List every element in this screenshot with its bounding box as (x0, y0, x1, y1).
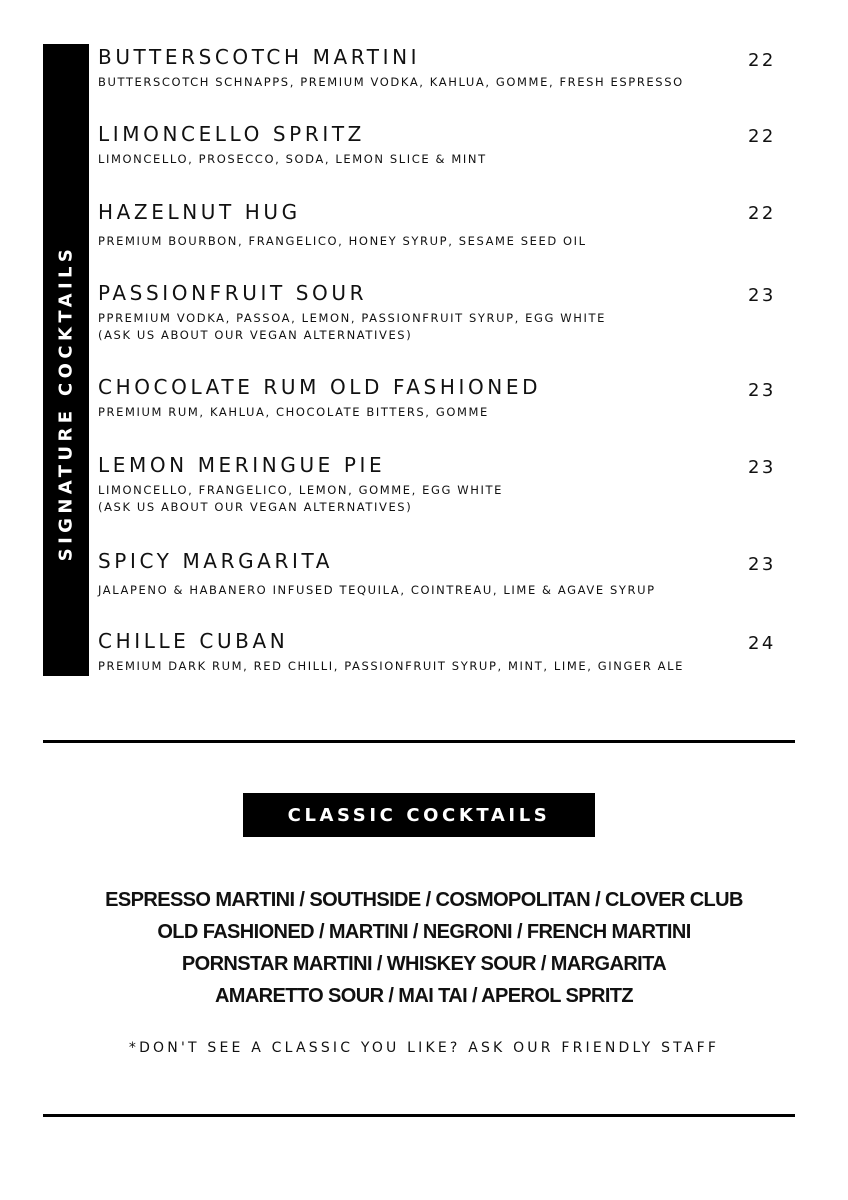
classic-line: ESPRESSO MARTINI / SOUTHSIDE / COSMOPOLITAN / CLOVER CLUB (105, 889, 743, 911)
item-price: 22 (748, 50, 776, 71)
item-price: 23 (748, 285, 776, 306)
item-description-line: BUTTERSCOTCH SCHNAPPS, PREMIUM VODKA, KAHLUA, GOMME, FRESH ESPRESSO (98, 75, 684, 89)
item-description (98, 658, 788, 675)
item-description-line: PREMIUM DARK RUM, RED CHILLI, PASSIONFRUIT SYRUP, MINT, LIME, GINGER ALE (98, 659, 685, 673)
menu-item (98, 454, 788, 516)
item-description (98, 582, 788, 599)
item-name: LIMONCELLO SPRITZ (98, 122, 365, 146)
item-description (98, 74, 788, 91)
item-description-line: JALAPENO & HABANERO INFUSED TEQUILA, COINTREAU, LIME & AGAVE SYRUP (98, 583, 656, 597)
item-description (98, 310, 788, 344)
item-price: 22 (748, 203, 776, 224)
item-price: 23 (748, 457, 776, 478)
menu-item (98, 282, 788, 344)
item-description-line: PREMIUM RUM, KAHLUA, CHOCOLATE BITTERS, GOMME (98, 405, 489, 419)
item-name: CHOCOLATE RUM OLD FASHIONED (98, 375, 542, 399)
section-divider (43, 740, 795, 743)
menu-item (98, 630, 788, 675)
item-description (98, 151, 788, 168)
menu-item (98, 376, 788, 421)
classic-line: AMARETTO SOUR / MAI TAI / APEROL SPRITZ (214, 985, 634, 1007)
signature-cocktails-title: SIGNATURE COCKTAILS (55, 244, 77, 562)
classic-cocktails-list (0, 884, 848, 1012)
item-name: HAZELNUT HUG (98, 200, 301, 224)
menu-item (98, 123, 788, 168)
item-description-line: (ASK US ABOUT OUR VEGAN ALTERNATIVES) (98, 500, 413, 514)
item-price: 23 (748, 554, 776, 575)
signature-cocktails-banner (43, 44, 89, 676)
item-name: SPICY MARGARITA (98, 549, 333, 573)
item-description (98, 233, 788, 250)
item-name: CHILLE CUBAN (98, 629, 289, 653)
bottom-divider (43, 1114, 795, 1117)
item-price: 23 (748, 380, 776, 401)
classic-cocktails-banner (243, 793, 595, 837)
item-name: BUTTERSCOTCH MARTINI (98, 45, 421, 69)
item-price: 22 (748, 126, 776, 147)
item-price: 24 (748, 633, 776, 654)
item-description (98, 482, 788, 516)
item-description-line: PPREMIUM VODKA, PASSOA, LEMON, PASSIONFRUIT SYRUP, EGG WHITE (98, 311, 607, 325)
menu-item (98, 201, 788, 250)
menu-item (98, 46, 788, 91)
item-description (98, 404, 788, 421)
item-name: LEMON MERINGUE PIE (98, 453, 386, 477)
item-name: PASSIONFRUIT SOUR (98, 281, 368, 305)
classic-line: OLD FASHIONED / MARTINI / NEGRONI / FRENCH MARTINI (157, 921, 691, 943)
item-description-line: LIMONCELLO, FRANGELICO, LEMON, GOMME, EGG WHITE (98, 483, 504, 497)
item-description-line: LIMONCELLO, PROSECCO, SODA, LEMON SLICE & MINT (98, 152, 487, 166)
classic-line: PORNSTAR MARTINI / WHISKEY SOUR / MARGARITA (181, 953, 667, 975)
classic-note: *DON'T SEE A CLASSIC YOU LIKE? ASK OUR FRIENDLY STAFF (128, 1040, 720, 1056)
item-description-line: PREMIUM BOURBON, FRANGELICO, HONEY SYRUP, SESAME SEED OIL (98, 234, 587, 248)
menu-item (98, 550, 788, 599)
item-description-line: (ASK US ABOUT OUR VEGAN ALTERNATIVES) (98, 328, 413, 342)
classic-cocktails-title: CLASSIC COCKTAILS (287, 804, 551, 826)
